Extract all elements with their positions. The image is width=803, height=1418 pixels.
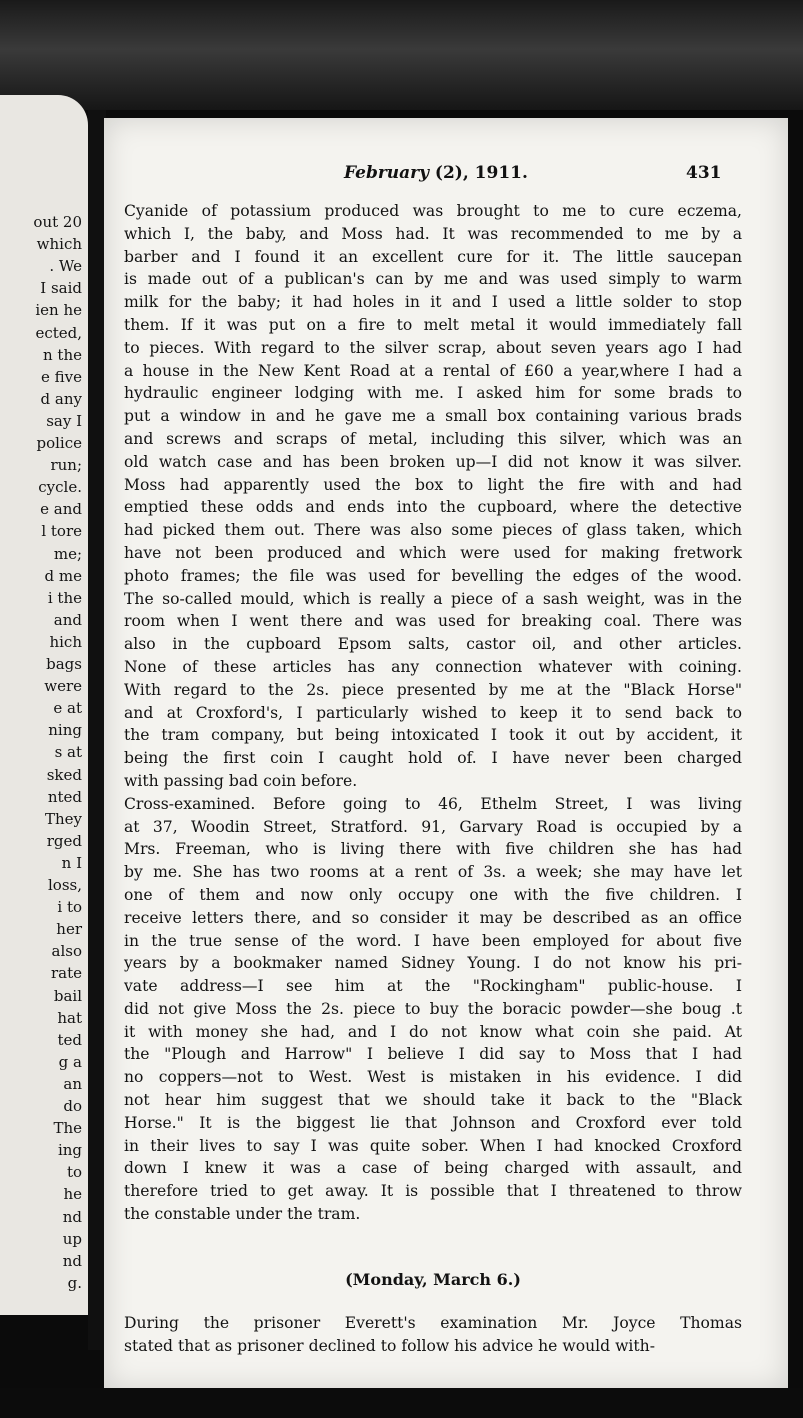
facing-page-text: to — [66, 1163, 82, 1182]
text-line: being the first coin I caught hold of. I have never been charged — [124, 749, 742, 768]
running-head-month: February — [344, 163, 430, 183]
text-line: is made out of a publican's can by me and was used simply to warm — [124, 270, 742, 289]
text-line: With regard to the 2s. piece presented by me at the "Black Horse" — [124, 680, 742, 699]
facing-page-text: rged — [46, 831, 82, 850]
facing-page-text: ien he — [35, 301, 82, 320]
text-line: years by a bookmaker named Sidney Young. I do not know his pri- — [124, 954, 742, 973]
facing-page-text: i the — [47, 588, 82, 607]
facing-page-text: were — [44, 677, 82, 696]
page-number: 431 — [686, 163, 722, 183]
facing-page-text: I said — [40, 279, 82, 298]
facing-page-text: g a — [58, 1052, 82, 1071]
text-line: with passing bad coin before. — [124, 771, 358, 790]
facing-page-text: e five — [40, 367, 82, 386]
facing-page-text: up — [62, 1229, 82, 1248]
facing-page-text: cycle. — [38, 478, 82, 497]
facing-page-text: sked — [46, 765, 82, 784]
text-line: at 37, Woodin Street, Stratford. 91, Garvary Road is occupied by a — [124, 817, 742, 836]
text-line: one of them and now only occupy one with the five children. I — [124, 885, 742, 904]
running-head-date: (2), 1911. — [429, 163, 528, 183]
text-line: which I, the baby, and Moss had. It was recommended to me by a — [124, 224, 742, 243]
text-line: the "Plough and Harrow" I believe I did say to Moss that I had — [124, 1045, 742, 1064]
text-line: did not give Moss the 2s. piece to buy the boracic powder—she boug .t — [124, 999, 742, 1018]
paragraph-examination-note — [124, 1312, 742, 1358]
facing-page-text: and — [53, 610, 82, 629]
text-line: a house in the New Kent Road at a rental of £60 a year,where I had a — [124, 361, 742, 380]
facing-page-text: They — [44, 809, 82, 828]
facing-page-text: loss, — [48, 876, 82, 894]
facing-page-text: hich — [49, 632, 82, 651]
text-line: None of these articles has any connection whatever with coining. — [124, 657, 742, 676]
facing-page-text: i to — [57, 898, 82, 917]
facing-page-text: nd — [62, 1207, 82, 1226]
text-line: The so-called mould, which is really a piece of a sash weight, was in the — [124, 589, 742, 608]
text-line: Cyanide of potassium produced was brought to me to cure eczema, — [124, 202, 742, 220]
facing-page-text: which — [36, 235, 82, 254]
facing-page-text: say I — [46, 411, 82, 430]
facing-page-text: bags — [46, 655, 82, 673]
facing-page-text: ing — [57, 1141, 82, 1160]
paragraph-cross-examination — [124, 793, 742, 1226]
facing-page-text: d me — [44, 566, 82, 585]
facing-page-text: rate — [50, 964, 82, 983]
facing-page-text: e and — [40, 500, 82, 519]
text-line: the constable under the tram. — [124, 1205, 361, 1224]
facing-page-text: nd — [62, 1251, 82, 1270]
facing-page-text: d any — [40, 389, 82, 408]
facing-page-text: her — [56, 920, 82, 939]
text-line: receive letters there, and so consider it may be described as an office — [124, 908, 742, 927]
text-line: stated that as prisoner declined to follow his advice he would with- — [124, 1336, 655, 1355]
facing-page-text: ted — [57, 1030, 82, 1049]
text-line: During the prisoner Everett's examination Mr. Joyce Thomas — [124, 1313, 742, 1332]
text-line: hydraulic engineer lodging with me. I asked him for some brads to — [124, 384, 742, 403]
text-line: and at Croxford's, I particularly wished to keep it to send back to — [124, 703, 742, 722]
facing-page-text: g. — [67, 1273, 82, 1292]
facing-page-text: l tore — [41, 522, 82, 541]
facing-page-text: ning — [48, 721, 82, 740]
facing-page-text: nted — [47, 787, 82, 806]
text-line: the tram company, but being intoxicated I took it out by accident, it — [124, 726, 742, 745]
text-line: them. If it was put on a fire to melt metal it would immediately fall — [124, 315, 742, 334]
text-line: old watch case and has been broken up—I did not know it was silver. — [124, 452, 742, 471]
text-line: put a window in and he gave me a small box containing various brads — [124, 407, 742, 426]
facing-page-text: bail — [53, 986, 82, 1005]
text-line: not hear him suggest that we should take it back to the "Black — [124, 1091, 742, 1110]
text-line: Moss had apparently used the box to light the fire with and had — [124, 475, 742, 494]
facing-page-text: out 20 — [33, 213, 82, 231]
facing-page-text: police — [36, 434, 82, 452]
text-line: it with money she had, and I do not know what coin she paid. At — [124, 1022, 742, 1041]
date-subheading: (Monday, March 6.) — [345, 1269, 521, 1289]
facing-page-text: hat — [57, 1008, 82, 1027]
facing-page-text: . We — [49, 257, 82, 276]
text-line: no coppers—not to West. West is mistaken in his evidence. I did — [124, 1068, 742, 1087]
text-line: emptied these odds and ends into the cupboard, where the detective — [124, 498, 742, 517]
text-line: by me. She has two rooms at a rent of 3s. a week; she may have let — [124, 863, 742, 882]
facing-page-text: run; — [50, 456, 82, 475]
page-header — [104, 163, 788, 187]
text-line: also in the cupboard Epsom salts, castor oil, and other articles. — [124, 635, 742, 654]
page-body — [124, 200, 742, 1357]
facing-page-text: n I — [61, 853, 82, 872]
facing-page-text: he — [63, 1185, 82, 1204]
scan-dark-edge — [0, 0, 803, 110]
text-line: Cross-examined. Before going to 46, Ethelm Street, I was living — [124, 794, 742, 813]
text-line: milk for the baby; it had holes in it and I used a little solder to stop — [124, 293, 742, 312]
text-line: therefore tried to get away. It is possible that I threatened to throw — [124, 1182, 742, 1201]
text-line: Horse." It is the biggest lie that Johnson and Croxford ever told — [124, 1113, 742, 1132]
scan-bottom-edge — [0, 1388, 803, 1418]
text-line: room when I went there and was used for breaking coal. There was — [124, 612, 742, 631]
facing-page-fragment — [0, 95, 88, 1315]
text-line: have not been produced and which were used for making fretwork — [124, 543, 742, 562]
text-line: in the true sense of the word. I have been employed for about five — [124, 931, 742, 950]
text-line: to pieces. With regard to the silver scrap, about seven years ago I had — [124, 338, 742, 357]
text-line: barber and I found it an excellent cure for it. The little saucepan — [124, 247, 742, 266]
running-head — [344, 163, 528, 183]
text-line: vate address—I see him at the "Rockingham" public-house. I — [124, 977, 742, 996]
facing-page-text: also — [51, 942, 82, 961]
text-line: had picked them out. There was also some pieces of glass taken, which — [124, 521, 742, 540]
facing-page-text: n the — [43, 345, 82, 364]
text-line: in their lives to say I was quite sober. When I had knocked Croxford — [124, 1136, 742, 1155]
facing-page-text: e at — [53, 699, 82, 718]
facing-page-text: ected, — [35, 323, 82, 342]
facing-page-text: do — [63, 1097, 82, 1115]
facing-page-text: s at — [54, 743, 82, 762]
text-line: Mrs. Freeman, who is living there with five children she has had — [124, 840, 742, 859]
facing-page-text: an — [63, 1074, 82, 1093]
paragraph-testimony — [124, 200, 742, 793]
text-line: photo frames; the file was used for bevelling the edges of the wood. — [124, 566, 742, 585]
facing-page-text: The — [53, 1119, 82, 1138]
facing-page-text: me; — [53, 544, 82, 563]
text-line: down I knew it was a case of being charged with assault, and — [124, 1159, 742, 1178]
text-line: and screws and scraps of metal, including this silver, which was an — [124, 429, 742, 448]
